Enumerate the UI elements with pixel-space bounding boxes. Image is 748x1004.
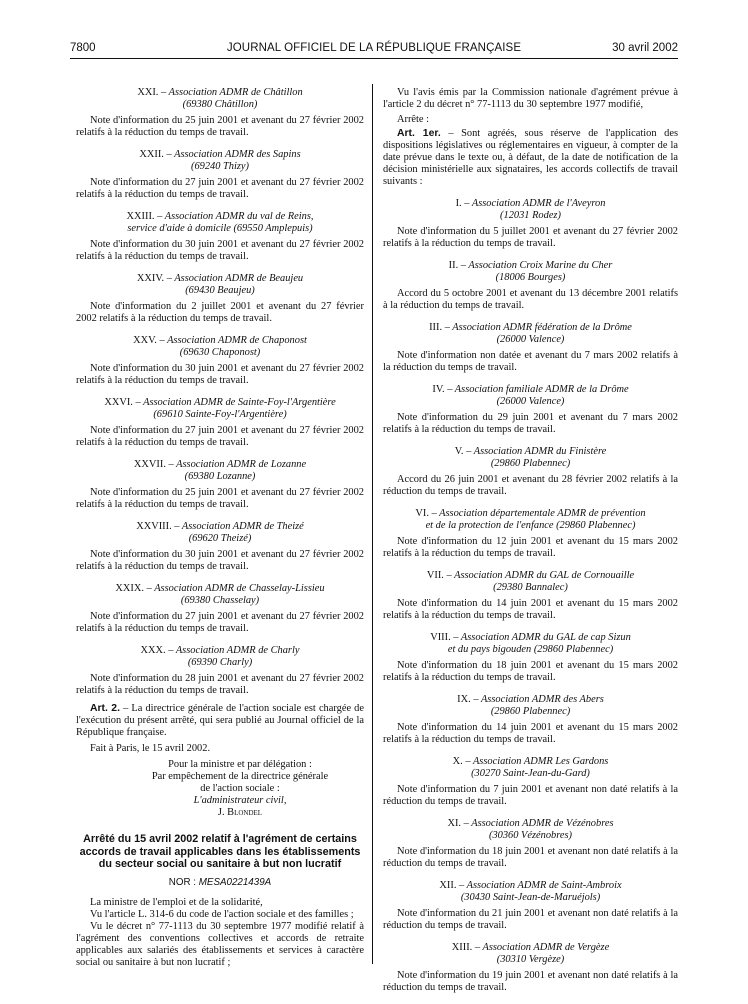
association-entry (76, 397, 364, 449)
entry-heading (76, 583, 364, 595)
entry-location: et de la protection de l'enfance (29860 Plabennec) (425, 520, 636, 531)
entry-location: (69240 Thizy) (190, 161, 249, 172)
entry-location: (69620 Theizé) (188, 533, 252, 544)
association-entry (76, 583, 364, 635)
entry-location: (30310 Vergèze) (496, 954, 565, 965)
entry-association-name: – Association ADMR du GAL de Cornouaille (446, 570, 635, 581)
entry-text: Note d'information du 5 juillet 2001 et avenant du 27 février 2002 relatifs à la réduction du temps de travail. (383, 226, 678, 249)
entry-association-name: – Association familiale ADMR de la Drôme (447, 384, 629, 395)
entry-location: (29860 Plabennec) (490, 706, 571, 717)
preamble (76, 897, 364, 969)
entry-association-name: – Association ADMR du val de Reins, (157, 211, 314, 222)
entry-number: X. (452, 756, 463, 767)
association-entry (383, 384, 678, 436)
entry-number: XIII. (451, 942, 473, 953)
entry-text: Accord du 5 octobre 2001 et avenant du 13 décembre 2001 relatifs à la réduction du temps de travail. (383, 288, 678, 311)
commission-intro: Vu l'avis émis par la Commission nationale d'agrément prévue à l'article 2 du décret n° 77-1113 du 30 septembre 1977 modifié, (383, 87, 678, 110)
entry-number: XXIII. (126, 211, 155, 222)
entry-location: et du pays bigouden (29860 Plabennec) (447, 644, 614, 655)
entry-number: V. (454, 446, 464, 457)
right-entries (383, 198, 678, 994)
entry-number: VI. (415, 508, 429, 519)
entry-heading (76, 211, 364, 223)
entry-number: XXVIII. (136, 521, 172, 532)
entry-heading (383, 570, 678, 582)
column-divider (372, 84, 373, 964)
entry-heading (383, 198, 678, 210)
entry-location: (69380 Lozanne) (184, 471, 256, 482)
entry-heading (383, 818, 678, 830)
entry-location: (69380 Châtillon) (182, 99, 258, 110)
association-entry (76, 645, 364, 697)
entry-association-name: – Association ADMR de Sainte-Foy-l'Argentière (135, 397, 336, 408)
entry-association-name: – Association ADMR de Vergèze (474, 942, 610, 953)
entry-text: Note d'information non datée et avenant du 7 mars 2002 relatifs à la réduction du temps de travail. (383, 350, 678, 373)
signature-line-2: Par empêchement de la directrice générale (151, 771, 329, 782)
entry-number: I. (455, 198, 462, 209)
article-1 (383, 128, 678, 188)
entry-text: Note d'information du 25 juin 2001 et avenant du 27 février 2002 relatifs à la réduction du temps de travail. (76, 487, 364, 510)
journal-title: JOURNAL OFFICIEL DE LA RÉPUBLIQUE FRANÇAISE (226, 42, 522, 54)
entry-text: Note d'information du 14 juin 2001 et avenant du 15 mars 2002 relatifs à la réduction du temps de travail. (383, 598, 678, 621)
association-entry (383, 632, 678, 684)
entry-association-name: – Association ADMR de Vézénobres (463, 818, 614, 829)
right-column (383, 87, 678, 1004)
association-entry (383, 322, 678, 374)
entry-text: Note d'information du 27 juin 2001 et avenant du 27 février 2002 relatifs à la réduction du temps de travail. (76, 611, 364, 634)
signature-line-3: de l'action sociale : (200, 783, 280, 794)
entry-text: Note d'information du 2 juillet 2001 et avenant du 27 février 2002 relatifs à la réduction du temps de travail. (76, 301, 364, 324)
entry-heading (383, 942, 678, 954)
entry-number: XXII. (139, 149, 164, 160)
association-entry (76, 521, 364, 573)
left-column (76, 87, 364, 969)
entry-number: XXV. (133, 335, 157, 346)
signature-block (76, 759, 364, 819)
association-entry (383, 942, 678, 994)
association-entry (383, 260, 678, 312)
entry-location: (30430 Saint-Jean-de-Maruéjols) (460, 892, 601, 903)
entry-association-name: – Association ADMR Les Gardons (465, 756, 609, 767)
entry-text: Note d'information du 27 juin 2001 et avenant du 27 février 2002 relatifs à la réduction du temps de travail. (76, 177, 364, 200)
entry-location: (30360 Vézénobres) (488, 830, 572, 841)
entry-heading (383, 880, 678, 892)
entry-number: XXVI. (104, 397, 133, 408)
entry-text: Note d'information du 18 juin 2001 et avenant du 15 mars 2002 relatifs à la réduction du temps de travail. (383, 660, 678, 683)
signature-line-1: Pour la ministre et par délégation : (168, 759, 312, 770)
preamble-line: Vu l'article L. 314-6 du code de l'action sociale et des familles ; (90, 908, 354, 920)
association-entry (383, 508, 678, 560)
entry-association-name: – Association ADMR du Finistère (466, 446, 607, 457)
entry-heading (76, 87, 364, 99)
nor-reference (76, 877, 364, 889)
association-entry (76, 459, 364, 511)
article-2 (76, 703, 364, 739)
entry-number: XXI. (137, 87, 159, 98)
entry-heading (383, 446, 678, 458)
entry-association-name: – Association ADMR fédération de la Drôme (444, 322, 632, 333)
entry-association-name: – Association ADMR des Sapins (166, 149, 301, 160)
nor-code: MESA0221439A (198, 876, 272, 888)
entry-heading (76, 459, 364, 471)
entry-text: Note d'information du 21 juin 2001 et avenant non daté relatifs à la réduction du temps de travail. (383, 908, 678, 931)
entry-association-name: – Association ADMR de Saint-Ambroix (459, 880, 622, 891)
entry-text: Note d'information du 14 juin 2001 et avenant du 15 mars 2002 relatifs à la réduction du temps de travail. (383, 722, 678, 745)
entry-location: (18006 Bourges) (495, 272, 566, 283)
entry-location: (26000 Valence) (496, 334, 565, 345)
entry-number: VIII. (430, 632, 451, 643)
entry-text: Note d'information du 27 juin 2001 et avenant du 27 février 2002 relatifs à la réduction du temps de travail. (76, 425, 364, 448)
entry-text: Note d'information du 18 juin 2001 et avenant non daté relatifs à la réduction du temps de travail. (383, 846, 678, 869)
signed-place: Fait à Paris, le 15 avril 2002. (90, 743, 211, 754)
entry-association-name: – Association ADMR du GAL de cap Sizun (453, 632, 631, 643)
entry-heading (383, 694, 678, 706)
entry-location: (69430 Beaujeu) (185, 285, 255, 296)
nor-label: NOR : (168, 876, 197, 888)
entry-heading (383, 632, 678, 644)
entry-association-name: – Association ADMR de Beaujeu (166, 273, 304, 284)
association-entry (383, 198, 678, 250)
entry-number: III. (429, 322, 443, 333)
entry-text: Note d'information du 12 juin 2001 et avenant du 15 mars 2002 relatifs à la réduction du temps de travail. (383, 536, 678, 559)
preamble-line: Vu le décret n° 77-1113 du 30 septembre 1977 modifié relatif à l'agrément des conventions collectives et accords de retraite applicables aux salariés des établissements et services à caractère social ou sanitaire à but non lucratif ; (76, 920, 364, 968)
header-rule (70, 58, 678, 59)
entry-text: Note d'information du 30 juin 2001 et avenant du 27 février 2002 relatifs à la réduction du temps de travail. (76, 239, 364, 262)
entry-association-name: – Association départementale ADMR de prévention (431, 508, 646, 519)
entry-number: IV. (432, 384, 445, 395)
entry-text: Note d'information du 30 juin 2001 et avenant du 27 février 2002 relatifs à la réduction du temps de travail. (76, 549, 364, 572)
entry-heading (383, 756, 678, 768)
entry-heading (76, 149, 364, 161)
entry-location: (69380 Chasselay) (180, 595, 260, 606)
entry-heading (76, 645, 364, 657)
arrete-label: Arrête : (397, 114, 430, 125)
entry-heading (383, 384, 678, 396)
entry-text: Note d'information du 28 juin 2001 et avenant du 27 février 2002 relatifs à la réduction du temps de travail. (76, 673, 364, 696)
entry-text: Note d'information du 7 juin 2001 et avenant non daté relatifs à la réduction du temps de travail. (383, 784, 678, 807)
signature-name: J. Blondel (217, 807, 263, 818)
entry-number: XXVII. (133, 459, 166, 470)
entry-number: XXX. (140, 645, 166, 656)
association-entry (76, 273, 364, 325)
entry-association-name: – Association ADMR des Abers (473, 694, 604, 705)
association-entry (383, 880, 678, 932)
entry-location: (69630 Chaponost) (179, 347, 261, 358)
entry-location: (69390 Charly) (187, 657, 253, 668)
association-entry (76, 335, 364, 387)
entry-association-name: – Association ADMR de Chasselay-Lissieu (146, 583, 325, 594)
left-entries (76, 87, 364, 697)
entry-location: (69610 Sainte-Foy-l'Argentière) (153, 409, 287, 420)
entry-location: (26000 Valence) (496, 396, 565, 407)
entry-heading (383, 508, 678, 520)
article-2-label: Art. 2. (90, 703, 120, 714)
entry-heading (76, 397, 364, 409)
entry-association-name: – Association ADMR de l'Aveyron (464, 198, 606, 209)
article-2-text: – La directrice générale de l'action sociale est chargée de l'exécution du présent arrêté, qui sera publié au Journal officiel de la République française. (76, 703, 364, 738)
entry-association-name: – Association ADMR de Theizé (174, 521, 304, 532)
article-1-text: – Sont agréés, sous réserve de l'application des dispositions législatives ou réglementaires en vigueur, à compter de la date prévue dans le texte ou, à défaut, de la date de notification de la décision ministérielle aux signataires, les accords collectifs de travail suivants : (383, 128, 678, 187)
entry-number: II. (448, 260, 459, 271)
entry-location: (30270 Saint-Jean-du-Gard) (471, 768, 590, 779)
decree-title: Arrêté du 15 avril 2002 relatif à l'agrément de certains accords de travail applicables dans les établissements du secteur social ou sanitaire à but non lucratif (79, 833, 361, 870)
entry-text: Accord du 26 juin 2001 et avenant du 28 février 2002 relatifs à la réduction du temps de travail. (383, 474, 678, 497)
entry-heading (76, 335, 364, 347)
entry-association-name: – Association ADMR de Chaponost (159, 335, 307, 346)
signature-line-4: L'administrateur civil, (193, 795, 287, 806)
issue-date: 30 avril 2002 (612, 42, 678, 54)
page-header (70, 28, 678, 58)
entry-association-name: – Association ADMR de Charly (168, 645, 300, 656)
entry-text: Note d'information du 30 juin 2001 et avenant du 27 février 2002 relatifs à la réduction du temps de travail. (76, 363, 364, 386)
entry-text: Note d'information du 25 juin 2001 et avenant du 27 février 2002 relatifs à la réduction du temps de travail. (76, 115, 364, 138)
entry-number: XXIV. (136, 273, 165, 284)
entry-heading (76, 521, 364, 533)
entry-heading (383, 322, 678, 334)
page-number: 7800 (70, 42, 96, 54)
association-entry (383, 694, 678, 746)
association-entry (76, 149, 364, 201)
preamble-line: La ministre de l'emploi et de la solidarité, (90, 896, 263, 908)
entry-heading (76, 273, 364, 285)
entry-association-name: – Association ADMR de Châtillon (161, 87, 303, 98)
entry-number: VII. (426, 570, 444, 581)
association-entry (383, 570, 678, 622)
entry-association-name: – Association Croix Marine du Cher (460, 260, 613, 271)
entry-text: Note d'information du 29 juin 2001 et avenant du 7 mars 2002 relatifs à la réduction du temps de travail. (383, 412, 678, 435)
entry-number: IX. (457, 694, 471, 705)
entry-location: (12031 Rodez) (500, 210, 561, 221)
association-entry (383, 446, 678, 498)
association-entry (383, 818, 678, 870)
entry-number: XI. (447, 818, 462, 829)
entry-heading (383, 260, 678, 272)
entry-location: (29860 Plabennec) (490, 458, 571, 469)
association-entry (76, 87, 364, 139)
association-entry (76, 211, 364, 263)
entry-number: XXIX. (115, 583, 144, 594)
article-1-label: Art. 1er. (397, 128, 441, 139)
entry-location: service d'aide à domicile (69550 Amplepuis) (127, 223, 313, 234)
entry-number: XII. (439, 880, 457, 891)
entry-association-name: – Association ADMR de Lozanne (168, 459, 307, 470)
entry-text: Note d'information du 19 juin 2001 et avenant non daté relatifs à la réduction du temps de travail. (383, 970, 678, 993)
entry-location: (29380 Bannalec) (493, 582, 568, 593)
association-entry (383, 756, 678, 808)
